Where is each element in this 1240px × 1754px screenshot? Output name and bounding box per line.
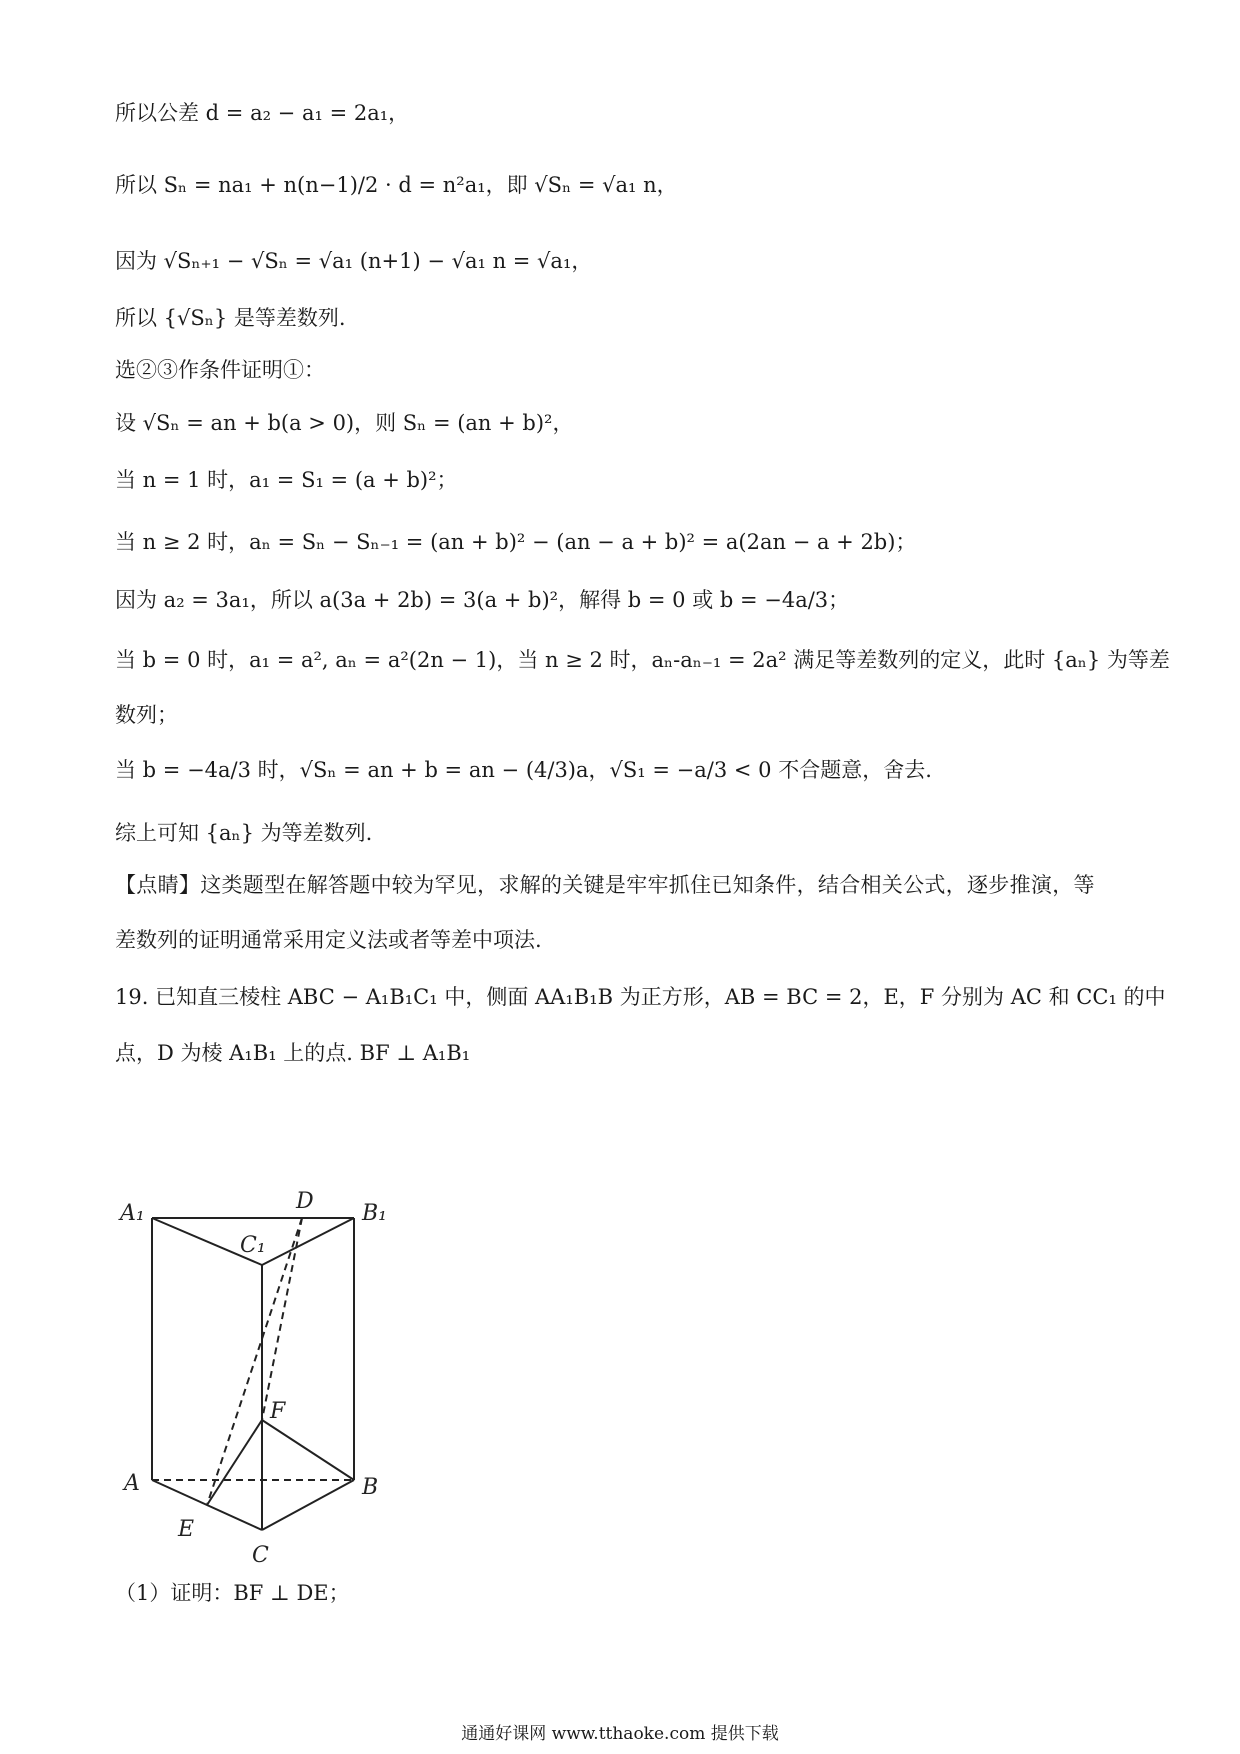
label-d: D — [296, 1190, 314, 1214]
segment-f-b — [262, 1420, 354, 1480]
note-line-1: 【点睛】这类题型在解答题中较为罕见，求解的关键是牢牢抓住已知条件，结合相关公式，逐步推演，等 — [115, 873, 1095, 897]
segment-d-f-hidden — [262, 1218, 302, 1420]
text-line-8: 当 n ≥ 2 时，aₙ = Sₙ − Sₙ₋₁ = (an + b)² − (an − a + b)² = a(2an − a + 2b)； — [115, 530, 917, 554]
label-c1: C₁ — [240, 1233, 266, 1258]
label-a1: A₁ — [120, 1201, 145, 1226]
label-a: A — [124, 1471, 140, 1496]
prism-figure — [110, 1190, 410, 1590]
text-line-2: 所以 Sₙ = na₁ + n(n−1)/2 · d = n²a₁，即 √Sₙ = √a₁ n， — [115, 173, 678, 197]
text-line-3: 因为 √Sₙ₊₁ − √Sₙ = √a₁ (n+1) − √a₁ n = √a₁， — [115, 249, 593, 273]
note-line-2: 差数列的证明通常采用定义法或者等差中项法. — [115, 928, 542, 952]
text-line-6: 设 √Sₙ = an + b(a > 0)，则 Sₙ = (an + b)²， — [115, 411, 574, 435]
label-b1: B₁ — [362, 1201, 387, 1226]
text-line-11: 数列； — [115, 703, 178, 727]
edge-c-b — [262, 1480, 354, 1530]
label-b: B — [362, 1475, 379, 1500]
text-line-1: 所以公差 d = a₂ − a₁ = 2a₁， — [115, 101, 410, 125]
label-e: E — [178, 1517, 195, 1542]
segment-e-f — [207, 1420, 262, 1505]
text-line-12: 当 b = −4a/3 时，√Sₙ = an + b = an − (4/3)a，√S₁ = −a/3 < 0 不合题意，舍去. — [115, 758, 932, 782]
label-f: F — [270, 1399, 286, 1424]
footer: 通通好课网 www.tthaoke.com 提供下载 — [461, 1724, 779, 1744]
problem-19-line-1: 19. 已知直三棱柱 ABC − A₁B₁C₁ 中，侧面 AA₁B₁B 为正方形，AB = BC = 2，E，F 分别为 AC 和 CC₁ 的中 — [115, 985, 1166, 1009]
problem-19-line-2: 点，D 为棱 A₁B₁ 上的点. BF ⊥ A₁B₁ — [115, 1041, 471, 1065]
text-line-9: 因为 a₂ = 3a₁，所以 a(3a + 2b) = 3(a + b)²，解得 b = 0 或 b = −4a/3； — [115, 588, 850, 612]
text-line-10: 当 b = 0 时，a₁ = a², aₙ = a²(2n − 1)，当 n ≥ 2 时，aₙ-aₙ₋₁ = 2a² 满足等差数列的定义，此时 {aₙ} 为等差 — [115, 648, 1170, 672]
question-1: （1）证明：BF ⊥ DE； — [115, 1581, 350, 1605]
edge-c1-b1 — [262, 1218, 354, 1265]
text-line-4: 所以 {√Sₙ} 是等差数列. — [115, 306, 346, 330]
text-line-7: 当 n = 1 时，a₁ = S₁ = (a + b)²； — [115, 468, 458, 492]
label-c: C — [252, 1543, 269, 1568]
text-line-5: 选②③作条件证明①： — [115, 358, 325, 382]
text-line-13: 综上可知 {aₙ} 为等差数列. — [115, 821, 373, 845]
